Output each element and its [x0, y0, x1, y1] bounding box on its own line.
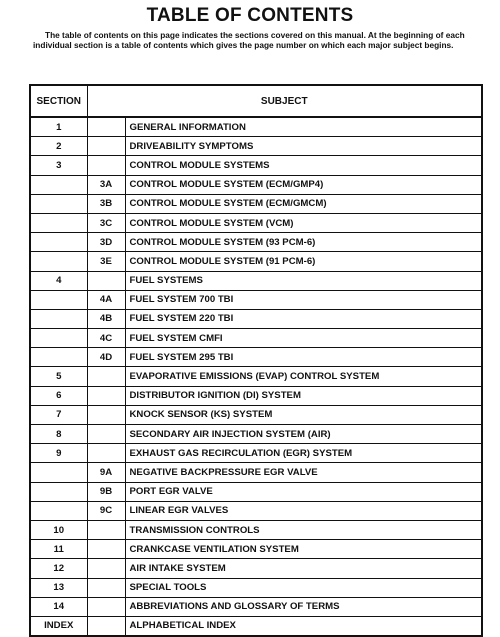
subject-title: CRANKCASE VENTILATION SYSTEM: [125, 540, 482, 559]
subject-title: CONTROL MODULE SYSTEM (ECM/GMP4): [125, 175, 482, 194]
subject-title: LINEAR EGR VALVES: [125, 501, 482, 520]
subsection-number: 3E: [87, 252, 125, 271]
section-number: 3: [30, 156, 87, 175]
subsection-number: [87, 578, 125, 597]
subsection-number: 9B: [87, 482, 125, 501]
subject-title: EVAPORATIVE EMISSIONS (EVAP) CONTROL SYSTEM: [125, 367, 482, 386]
subsection-number: [87, 597, 125, 616]
subject-title: DISTRIBUTOR IGNITION (DI) SYSTEM: [125, 386, 482, 405]
section-number: [30, 329, 87, 348]
subject-title: FUEL SYSTEM CMFI: [125, 329, 482, 348]
subsection-number: [87, 386, 125, 405]
table-row: [30, 463, 482, 482]
subsection-number: 3A: [87, 175, 125, 194]
table-row: [30, 444, 482, 463]
section-number: [30, 233, 87, 252]
table-row: [30, 597, 482, 616]
page-title: TABLE OF CONTENTS: [146, 5, 354, 26]
subsection-number: [87, 156, 125, 175]
section-number: 2: [30, 137, 87, 156]
subject-title: KNOCK SENSOR (KS) SYSTEM: [125, 405, 482, 424]
subsection-number: [87, 616, 125, 636]
intro-paragraph: The table of contents on this page indicates the sections covered on this manual. At the beginning of each individual section is a table of contents which gives the page number on which each major subject begins.: [33, 30, 465, 50]
section-number: 12: [30, 559, 87, 578]
section-number: [30, 348, 87, 367]
subject-title: CONTROL MODULE SYSTEMS: [125, 156, 482, 175]
table-row: [30, 156, 482, 175]
section-number: 13: [30, 578, 87, 597]
table-row: [30, 117, 482, 137]
toc-table: [29, 84, 483, 637]
subsection-number: [87, 271, 125, 290]
table-row: [30, 137, 482, 156]
subject-title: FUEL SYSTEM 220 TBI: [125, 309, 482, 328]
section-number: [30, 175, 87, 194]
subject-title: CONTROL MODULE SYSTEM (VCM): [125, 213, 482, 232]
section-number: [30, 482, 87, 501]
subsection-number: 9A: [87, 463, 125, 482]
table-row: [30, 405, 482, 424]
table-row: [30, 194, 482, 213]
section-number: [30, 252, 87, 271]
table-row: [30, 540, 482, 559]
toc-header-row: [30, 85, 482, 117]
subject-title: DRIVEABILITY SYMPTOMS: [125, 137, 482, 156]
section-number: 5: [30, 367, 87, 386]
subject-title: CONTROL MODULE SYSTEM (91 PCM-6): [125, 252, 482, 271]
table-row: [30, 233, 482, 252]
section-number: [30, 501, 87, 520]
subsection-number: 3C: [87, 213, 125, 232]
section-number: [30, 309, 87, 328]
table-row: [30, 482, 482, 501]
table-row: [30, 501, 482, 520]
section-number: [30, 290, 87, 309]
subject-title: CONTROL MODULE SYSTEM (93 PCM-6): [125, 233, 482, 252]
subject-title: TRANSMISSION CONTROLS: [125, 520, 482, 539]
subsection-number: 3B: [87, 194, 125, 213]
table-row: [30, 386, 482, 405]
subsection-number: [87, 520, 125, 539]
subject-title: FUEL SYSTEM 700 TBI: [125, 290, 482, 309]
subsection-number: [87, 405, 125, 424]
table-row: [30, 290, 482, 309]
section-number: [30, 213, 87, 232]
section-number: 10: [30, 520, 87, 539]
table-row: [30, 213, 482, 232]
table-row: [30, 348, 482, 367]
subsection-number: [87, 559, 125, 578]
subsection-number: 4B: [87, 309, 125, 328]
section-number: [30, 194, 87, 213]
subject-title: ALPHABETICAL INDEX: [125, 616, 482, 636]
table-row: [30, 271, 482, 290]
table-row: [30, 329, 482, 348]
subject-title: FUEL SYSTEM 295 TBI: [125, 348, 482, 367]
subject-column-header: SUBJECT: [87, 85, 482, 117]
subsection-number: [87, 540, 125, 559]
subsection-number: 4A: [87, 290, 125, 309]
section-number: 1: [30, 117, 87, 137]
subject-title: AIR INTAKE SYSTEM: [125, 559, 482, 578]
subject-title: PORT EGR VALVE: [125, 482, 482, 501]
subsection-number: [87, 425, 125, 444]
section-number: [30, 463, 87, 482]
subsection-number: 4D: [87, 348, 125, 367]
table-row: [30, 520, 482, 539]
subject-title: SPECIAL TOOLS: [125, 578, 482, 597]
section-number: INDEX: [30, 616, 87, 636]
subject-title: NEGATIVE BACKPRESSURE EGR VALVE: [125, 463, 482, 482]
section-number: 11: [30, 540, 87, 559]
table-row: [30, 616, 482, 636]
section-number: 7: [30, 405, 87, 424]
subsection-number: 4C: [87, 329, 125, 348]
subject-title: FUEL SYSTEMS: [125, 271, 482, 290]
subject-title: CONTROL MODULE SYSTEM (ECM/GMCM): [125, 194, 482, 213]
section-column-header: SECTION: [30, 85, 87, 117]
subsection-number: 3D: [87, 233, 125, 252]
table-row: [30, 175, 482, 194]
table-row: [30, 425, 482, 444]
table-row: [30, 367, 482, 386]
section-number: 4: [30, 271, 87, 290]
subsection-number: [87, 117, 125, 137]
subject-title: EXHAUST GAS RECIRCULATION (EGR) SYSTEM: [125, 444, 482, 463]
section-number: 8: [30, 425, 87, 444]
subsection-number: 9C: [87, 501, 125, 520]
subject-title: ABBREVIATIONS AND GLOSSARY OF TERMS: [125, 597, 482, 616]
table-row: [30, 252, 482, 271]
section-number: 6: [30, 386, 87, 405]
subsection-number: [87, 137, 125, 156]
table-row: [30, 578, 482, 597]
subsection-number: [87, 444, 125, 463]
section-number: 14: [30, 597, 87, 616]
table-row: [30, 309, 482, 328]
toc-body: [30, 117, 482, 636]
subsection-number: [87, 367, 125, 386]
table-row: [30, 559, 482, 578]
subject-title: GENERAL INFORMATION: [125, 117, 482, 137]
subject-title: SECONDARY AIR INJECTION SYSTEM (AIR): [125, 425, 482, 444]
section-number: 9: [30, 444, 87, 463]
